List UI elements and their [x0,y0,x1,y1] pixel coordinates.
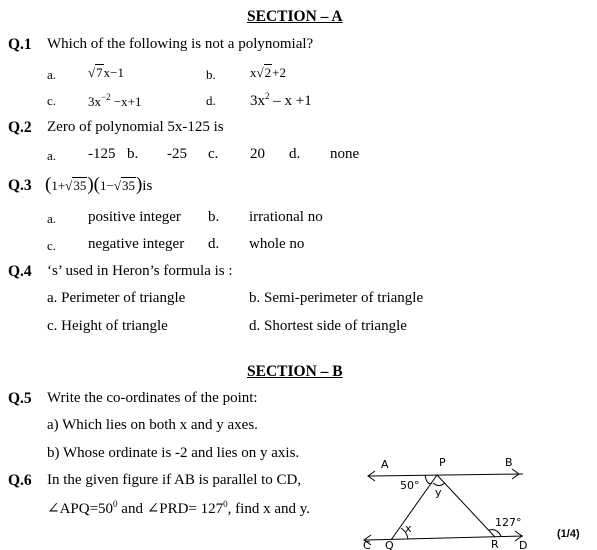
q5-part-b: b) Whose ordinate is -2 and lies on y axis. [47,445,300,461]
q1-option-c: $3x^{-2} -x+1$ [88,92,142,109]
q1-option-c-label: c. [47,93,57,108]
q4-text: ‘s’ used in Heron’s formula is : [47,263,233,279]
angle-50-label: 50° [400,479,420,492]
section-b-heading: SECTION – B [247,363,343,380]
q1-option-a: √7x−1 [88,65,124,80]
q3-option-d-label: d. [208,236,220,252]
q2-option-a-label: a. [47,148,57,163]
q1-option-b-label: b. [206,67,216,82]
section-a-heading: SECTION – A [247,8,343,25]
q3-option-b-label: b. [208,209,220,225]
q4-number: Q.4 [8,263,32,280]
q3-option-d: whole no [249,236,305,252]
arc-50 [425,475,432,484]
label-r: R [491,538,499,550]
q1-option-a-label: a. [47,67,57,82]
q2-option-c: 20 [250,146,265,162]
q3-number: Q.3 [8,177,32,194]
q3-option-c: negative integer [88,236,185,252]
line-ab [369,474,523,476]
label-b: B [505,456,513,469]
q5-number: Q.5 [8,390,32,407]
q6-line-2: $\angle APQ=50^0$ and ∠PRD= $127^0$, find x and y. [47,499,311,517]
label-p: P [439,456,446,469]
var-y-label: y [435,486,442,499]
q3-option-a: positive integer [88,209,181,225]
q2-option-a: -125 [88,146,116,162]
parallel-lines-figure [355,452,535,550]
label-a: A [381,458,389,471]
angle-127-label: 127° [495,516,522,529]
q3-option-c-label: c. [47,238,57,253]
q4-option-a: a. Perimeter of triangle [47,290,186,306]
q2-text: Zero of polynomial 5x-125 is [47,119,224,135]
q1-option-b: x√2+2 [250,65,286,80]
q1-number: Q.1 [8,36,32,53]
label-c: C [363,539,371,550]
q2-option-b: -25 [167,146,187,162]
q4-option-c: c. Height of triangle [47,318,168,334]
q3-option-a-label: a. [47,211,57,226]
q2-option-d: none [330,146,360,162]
q3-option-b: irrational no [249,209,323,225]
transversal-pr [437,475,495,537]
q3-expression: (1+√35)(1−√35)is [45,174,153,195]
page-number: (1/4) [557,528,580,540]
q4-option-b: b. Semi-perimeter of triangle [249,290,424,306]
label-d: D [519,539,528,550]
q1-option-d: $3x^2 - x +1$ [250,91,312,109]
q6-line-1: In the given figure if AB is parallel to CD, [47,472,302,488]
label-q: Q [385,539,394,550]
q6-number: Q.6 [8,472,32,489]
var-x-label: x [405,522,412,535]
q4-option-d: d. Shortest side of triangle [249,318,407,334]
q1-option-d-label: d. [206,93,216,108]
q5-text: Write the co-ordinates of the point: [47,390,258,406]
q1-text: Which of the following is not a polynomial? [47,36,314,52]
q2-option-d-label: d. [289,146,301,162]
q2-option-c-label: c. [208,146,219,162]
q2-number: Q.2 [8,119,32,136]
q5-part-a: a) Which lies on both x and y axes. [47,417,258,433]
q2-option-b-label: b. [127,146,139,162]
